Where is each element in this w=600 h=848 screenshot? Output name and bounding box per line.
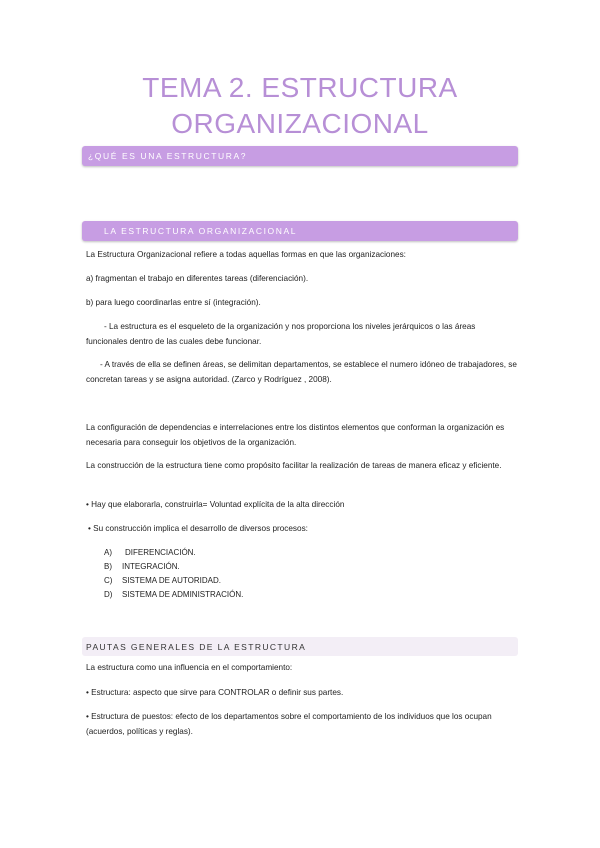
list-item <box>104 546 404 560</box>
paragraph: b) para luego coordinarlas entre sí (integración). <box>86 298 261 307</box>
paragraph: a) fragmentan el trabajo en diferentes tareas (diferenciación). <box>86 274 309 283</box>
paragraph: La estructura como una influencia en el comportamiento: <box>86 663 293 672</box>
list-text: SISTEMA DE ADMINISTRACIÓN. <box>122 590 244 599</box>
title-line-1: TEMA 2. ESTRUCTURA <box>142 72 458 103</box>
bullet-item: • Su construcción implica el desarrollo de diversos procesos: <box>88 524 308 533</box>
list-item <box>104 574 404 588</box>
section-heading-que-es <box>82 146 518 166</box>
paragraph: La Estructura Organizacional refiere a todas aquellas formas en que las organizaciones: <box>86 250 406 259</box>
section-heading-label: ¿QUÉ ES UNA ESTRUCTURA? <box>88 151 248 161</box>
paragraph: La configuración de dependencias e interrelaciones entre los distintos elementos que conforman la organización es necesaria para conseguir los objetivos de la organización. <box>86 423 505 447</box>
list-text: SISTEMA DE AUTORIDAD. <box>122 576 221 585</box>
bullet-item: • Estructura: aspecto que sirve para CONTROLAR o definir sus partes. <box>86 688 344 697</box>
list-text: INTEGRACIÓN. <box>122 562 180 571</box>
list-marker: B) <box>104 562 112 571</box>
list-marker: C) <box>104 576 113 585</box>
paragraph: La construcción de la estructura tiene como propósito facilitar la realización de tareas de manera eficaz y eficiente. <box>86 461 502 470</box>
process-list <box>104 546 404 602</box>
section-heading-estructura-organizacional <box>82 221 518 241</box>
list-item <box>104 588 404 602</box>
title-line-2: ORGANIZACIONAL <box>171 108 429 139</box>
section-heading-label: PAUTAS GENERALES DE LA ESTRUCTURA <box>86 641 307 652</box>
section-heading-label: LA ESTRUCTURA ORGANIZACIONAL <box>104 226 298 236</box>
page-title <box>60 70 540 142</box>
bullet-item: • Estructura de puestos: efecto de los departamentos sobre el comportamiento de los individuos que los ocupan (acuerdos, políticas y reglas). <box>86 712 492 736</box>
paragraph: - La estructura es el esqueleto de la organización y nos proporciona los niveles jerárquicos o las áreas funcionales dentro de las cuales debe funcionar. <box>86 322 476 346</box>
list-item <box>104 560 404 574</box>
list-text: DIFERENCIACIÓN. <box>125 548 196 557</box>
bullet-item: • Hay que elaborarla, construirla= Voluntad explícita de la alta dirección <box>86 500 345 509</box>
list-marker: A) <box>104 548 112 557</box>
paragraph: - A través de ella se definen áreas, se delimitan departamentos, se establece el numero idóneo de trabajadores, se concretan tareas y se asigna autoridad. (Zarco y Rodríguez , 2008). <box>86 360 517 384</box>
list-marker: D) <box>104 590 113 599</box>
section-heading-pautas <box>82 637 518 656</box>
